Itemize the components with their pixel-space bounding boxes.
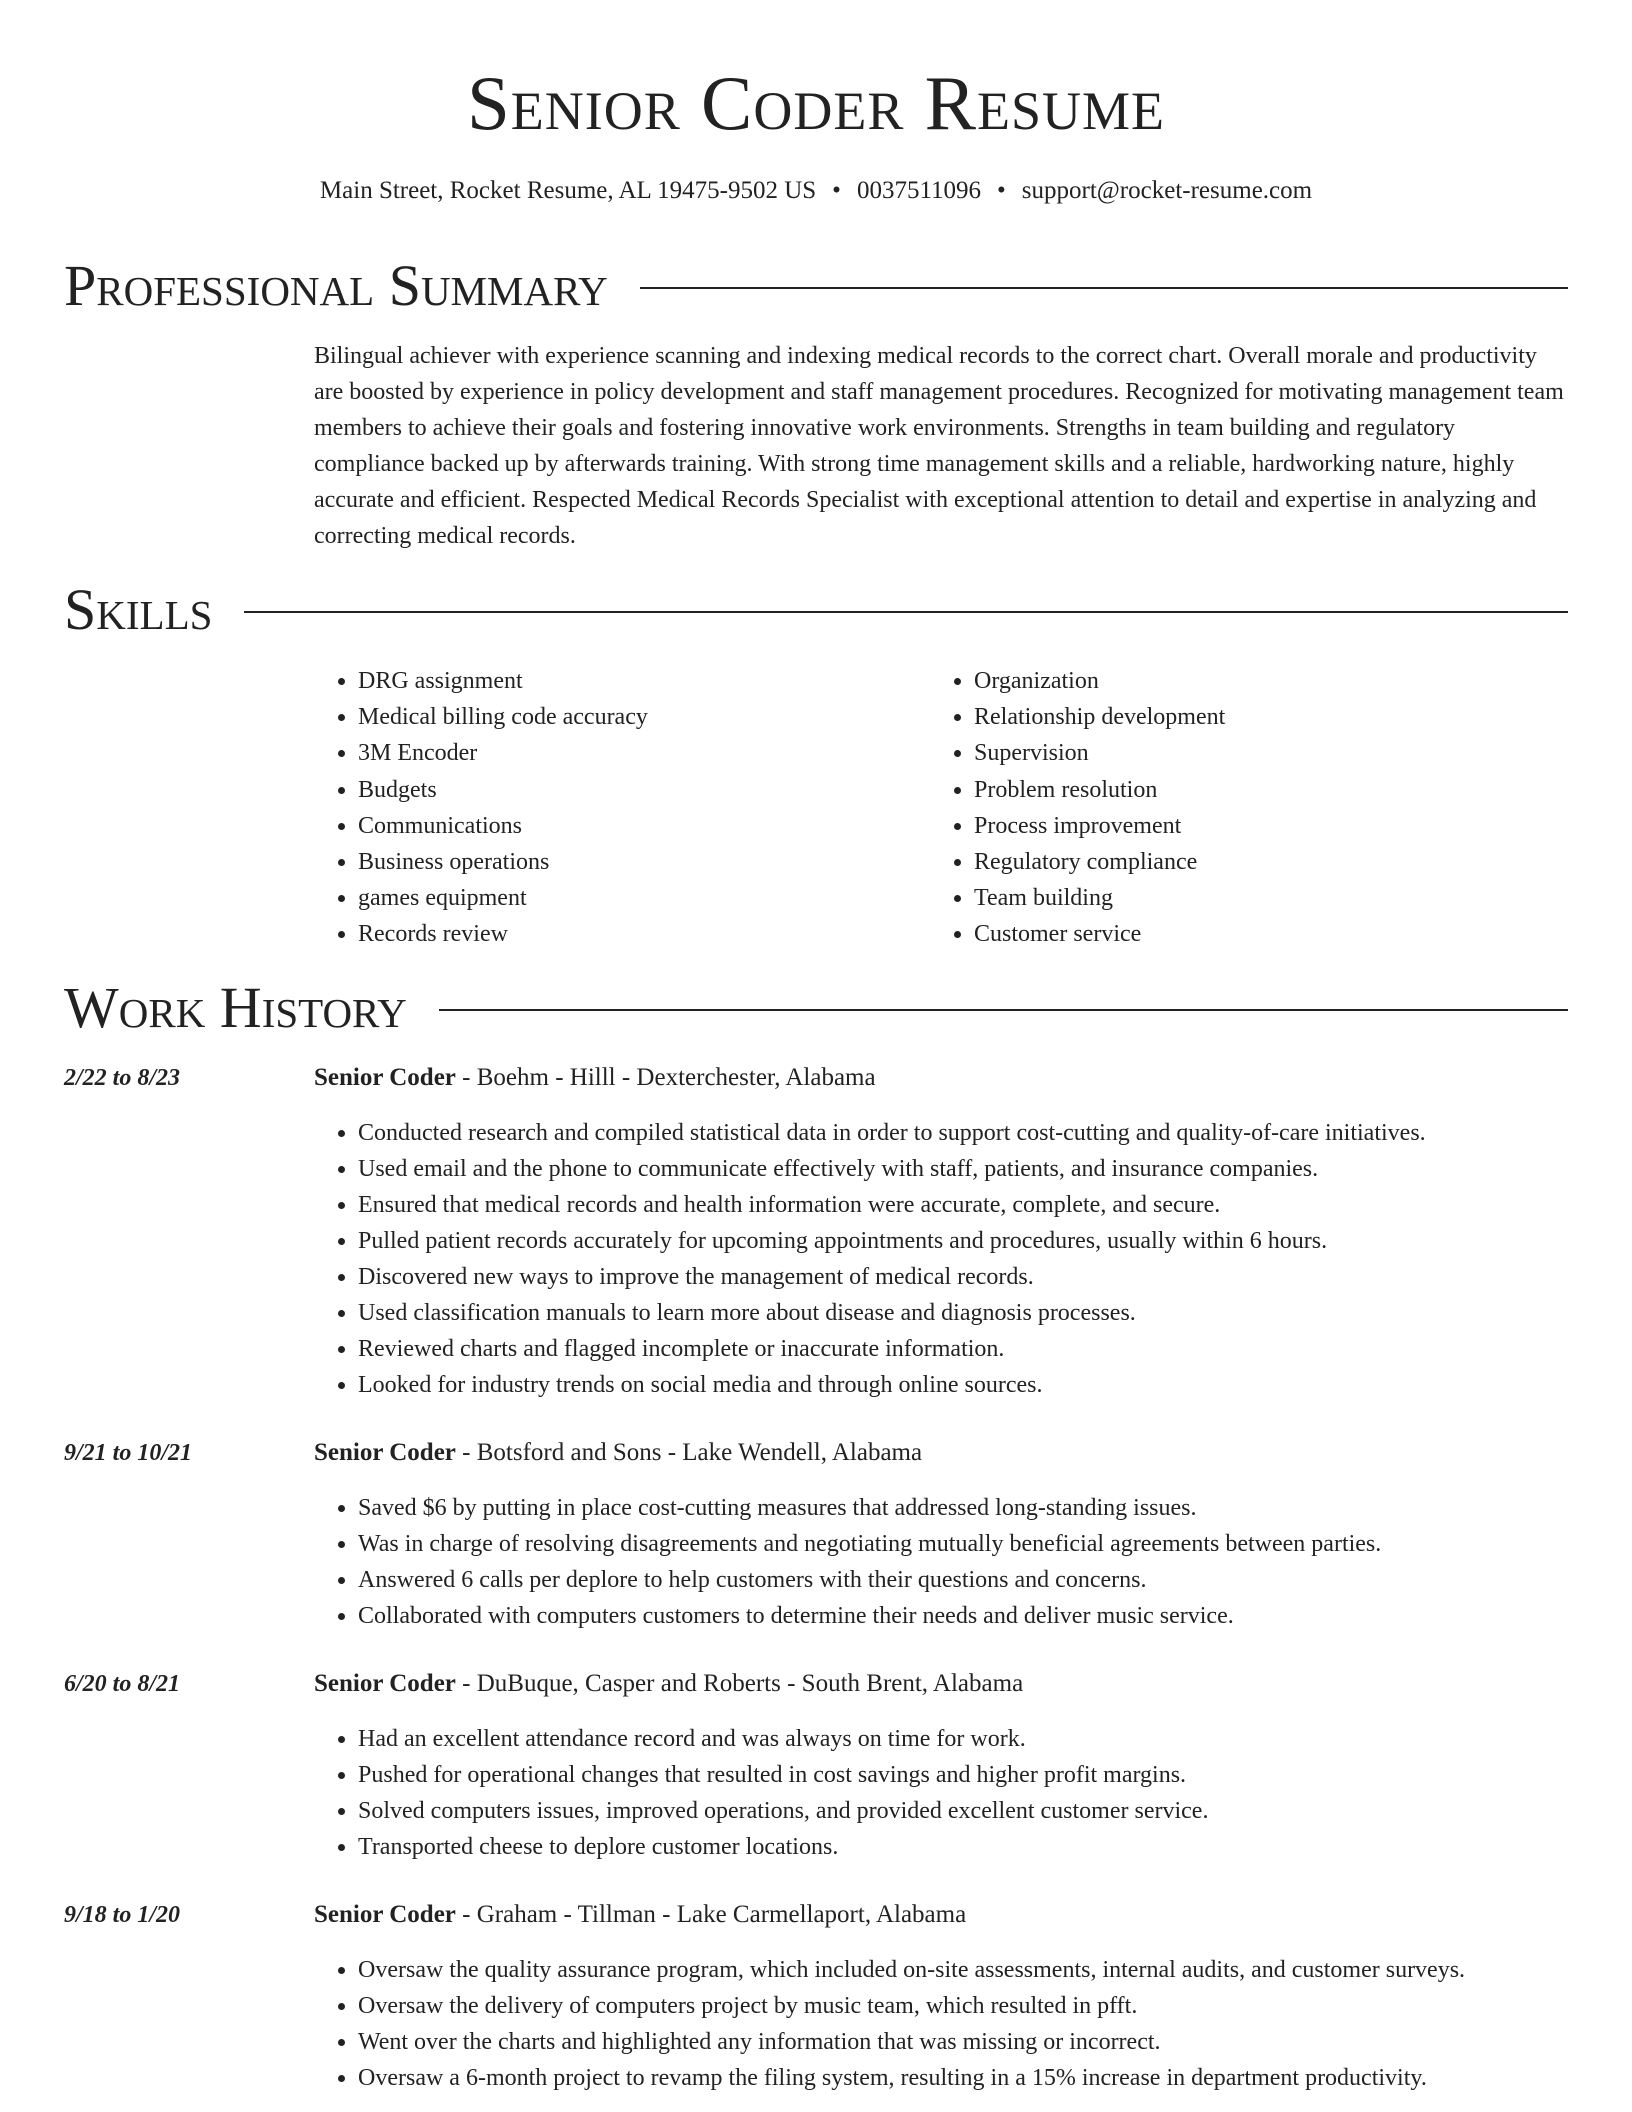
job-dates: 9/18 to 1/20 <box>64 1902 181 1928</box>
job-bullet: • Solved computers issues, improved operations, and provided excellent customer service. <box>358 1793 1570 1829</box>
contact-separator: • <box>997 177 1006 204</box>
contact-phone: 0037511096 <box>856 177 982 204</box>
job-bullets <box>314 1115 1570 1403</box>
job-bullet: • Used email and the phone to communicate effectively with staff, patients, and insurance companies. <box>358 1151 1570 1187</box>
job-employer: - DuBuque, Casper and Roberts - South Brent, Alabama <box>455 1670 1024 1697</box>
job-title-line <box>314 1061 1570 1095</box>
skill-item: • Communications <box>358 808 930 844</box>
resume-title: Senior Coder Resume <box>466 60 1166 146</box>
job-bullet: • Oversaw a 6-month project to revamp the filing system, resulting in a 15% increase in department productivity. <box>358 2060 1570 2096</box>
skill-item: • Process improvement <box>974 808 1546 844</box>
job-employer: - Graham - Tillman - Lake Carmellaport, Alabama <box>455 1901 967 1928</box>
skill-item: • Business operations <box>358 844 930 880</box>
job-role: Senior Coder <box>314 1670 456 1697</box>
job-entry <box>64 1436 1570 1634</box>
skill-item: • DRG assignment <box>358 663 930 699</box>
skill-item: • Budgets <box>358 772 930 808</box>
summary-heading: Professional Summary <box>64 253 608 318</box>
summary-section-heading <box>64 254 1568 318</box>
job-bullet: • Pushed for operational changes that resulted in cost savings and higher profit margins. <box>358 1757 1570 1793</box>
job-title-line <box>314 1436 1570 1470</box>
skills-column-right <box>930 663 1546 953</box>
job-header <box>64 1667 1570 1701</box>
job-dates: 6/20 to 8/21 <box>64 1671 181 1697</box>
job-entry <box>64 1667 1570 1865</box>
job-bullet: • Had an excellent attendance record and was always on time for work. <box>358 1721 1570 1757</box>
job-role: Senior Coder <box>314 1439 456 1466</box>
job-bullet: • Transported cheese to deplore customer locations. <box>358 1829 1570 1865</box>
skill-item: • Medical billing code accuracy <box>358 699 930 735</box>
job-entry <box>64 1061 1570 1403</box>
job-bullet: • Used classification manuals to learn more about disease and diagnosis processes. <box>358 1295 1570 1331</box>
contact-address: Main Street, Rocket Resume, AL 19475-9502 US <box>319 177 817 204</box>
job-bullet: • Ensured that medical records and health information were accurate, complete, and secure. <box>358 1187 1570 1223</box>
job-bullets <box>314 1721 1570 1865</box>
section-divider <box>640 287 1568 289</box>
skills-column-left <box>314 663 930 953</box>
job-bullet: • Conducted research and compiled statistical data in order to support cost-cutting and quality-of-care initiatives. <box>358 1115 1570 1151</box>
contact-line <box>0 174 1632 208</box>
contact-email: support@rocket-resume.com <box>1021 177 1313 204</box>
job-entry <box>64 1898 1570 2096</box>
contact-separator: • <box>832 177 841 204</box>
job-title-line <box>314 1898 1570 1932</box>
job-bullet: • Collaborated with computers customers to determine their needs and deliver music service. <box>358 1598 1570 1634</box>
job-header <box>64 1436 1570 1470</box>
skill-item: • Regulatory compliance <box>974 844 1546 880</box>
job-bullet: • Was in charge of resolving disagreements and negotiating mutually beneficial agreements between parties. <box>358 1526 1570 1562</box>
skill-item: • Supervision <box>974 735 1546 771</box>
job-bullet: • Went over the charts and highlighted any information that was missing or incorrect. <box>358 2024 1570 2060</box>
job-bullet: • Discovered new ways to improve the management of medical records. <box>358 1259 1570 1295</box>
job-bullet: • Looked for industry trends on social media and through online sources. <box>358 1367 1570 1403</box>
skills-heading: Skills <box>64 577 213 642</box>
job-bullets <box>314 1952 1570 2096</box>
work-history-section-heading <box>64 976 1568 1040</box>
skill-item: • games equipment <box>358 880 930 916</box>
job-bullet: • Oversaw the delivery of computers project by music team, which resulted in pfft. <box>358 1988 1570 2024</box>
job-employer: - Botsford and Sons - Lake Wendell, Alabama <box>455 1439 923 1466</box>
job-bullet: • Pulled patient records accurately for upcoming appointments and procedures, usually within 6 hours. <box>358 1223 1570 1259</box>
skill-item: • 3M Encoder <box>358 735 930 771</box>
section-divider <box>244 611 1568 613</box>
section-divider <box>439 1009 1568 1011</box>
work-history-heading: Work History <box>64 975 407 1040</box>
job-title-line <box>314 1667 1570 1701</box>
job-employer: - Boehm - Hilll - Dexterchester, Alabama <box>455 1064 876 1091</box>
summary-text: Bilingual achiever with experience scanning and indexing medical records to the correct chart. Overall morale and productivity are boosted by experience in policy development and staff management procedures. Recognized for motivating management team members to achieve their goals and fostering innovative work environments. Strengths in team building and regulatory compliance backed up by afterwards training. With strong time management skills and a reliable, hardworking nature, highly accurate and efficient. Respected Medical Records Specialist with exceptional attention to detail and expertise in analyzing and correcting medical records. <box>314 343 1564 549</box>
job-bullet: • Saved $6 by putting in place cost-cutting measures that addressed long-standing issues. <box>358 1490 1570 1526</box>
job-role: Senior Coder <box>314 1901 456 1928</box>
job-dates: 2/22 to 8/23 <box>64 1065 181 1091</box>
job-bullet: • Answered 6 calls per deplore to help customers with their questions and concerns. <box>358 1562 1570 1598</box>
job-role: Senior Coder <box>314 1064 456 1091</box>
job-header <box>64 1061 1570 1095</box>
job-bullet: • Oversaw the quality assurance program, which included on-site assessments, internal audits, and customer surveys. <box>358 1952 1570 1988</box>
job-dates: 9/21 to 10/21 <box>64 1440 193 1466</box>
skill-item: • Records review <box>358 916 930 952</box>
skill-item: • Problem resolution <box>974 772 1546 808</box>
skill-item: • Organization <box>974 663 1546 699</box>
skill-item: • Relationship development <box>974 699 1546 735</box>
skill-item: • Team building <box>974 880 1546 916</box>
skills-list <box>314 663 1570 953</box>
job-bullet: • Reviewed charts and flagged incomplete or inaccurate information. <box>358 1331 1570 1367</box>
job-bullets <box>314 1490 1570 1634</box>
skills-section-heading <box>64 578 1568 642</box>
skill-item: • Customer service <box>974 916 1546 952</box>
job-header <box>64 1898 1570 1932</box>
